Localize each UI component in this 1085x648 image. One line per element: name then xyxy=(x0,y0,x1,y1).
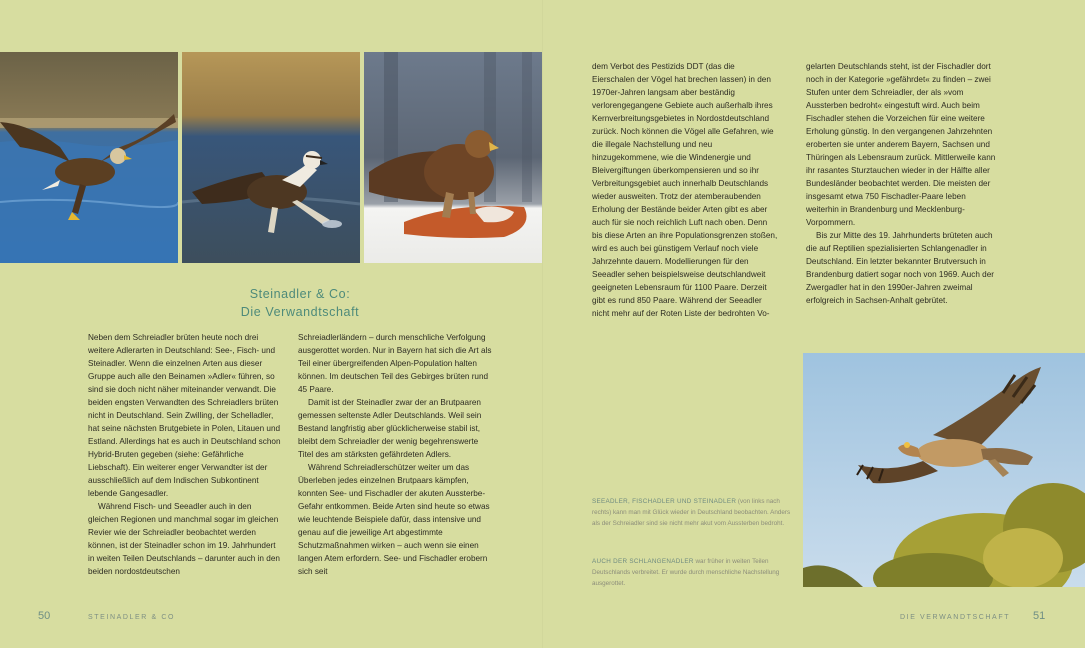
text-column-3 xyxy=(592,60,779,320)
paragraph: Damit ist der Steinadler zwar der an Brutpaaren gemessen seltenste Adler Deutschlands. Weil sein Bestand langfristig aber glücklicherweise stabil ist, bleibt dem Schreiadler der wenig begehrenswerte Titel des am stärksten gefährdeten Adlers. xyxy=(298,398,482,459)
photo-seeadler xyxy=(0,52,178,263)
text-column-4 xyxy=(806,60,996,307)
caption-lead: SEEADLER, FISCHADLER UND STEINADLER xyxy=(592,498,737,505)
section-title-line1: Steinadler & Co: xyxy=(249,287,351,301)
paragraph: Neben dem Schreiadler brüten heute noch drei weitere Adlerarten in Deutschland: See-, Fisch- und Steinadler. Wenn die einzelnen Arten aus dieser Gruppe auch alle den Beinamen »Adler« führen, so sind sie doch nicht näher miteinander verwandt. Die beiden engsten Verwandten des Schreiadlers brüten nicht in Deutschland. Sein Zwilling, der Schelladler, hat seine nächsten Brutgebiete in Polen, Litauen und Estland. Allerdings hat es auch in Deutschland schon Hybrid-Bruten gegeben (siehe: Gefährliche Liebschaft). Ein weiterer enger Verwandter ist der ausschließlich auf dem Indischen Subkontinent lebende Gangesadler. xyxy=(88,333,281,498)
section-title-line2: Die Verwandtschaft xyxy=(240,305,360,319)
page-number-left: 50 xyxy=(38,610,51,622)
paragraph: Während Schreiadlerschützer weiter um das Überleben jedes einzelnen Brutpaars kämpfen, konnten See- und Fischadler der akuten Aussterbe-Gefahr entkommen. Beide Arten sind heute so etwas wie leuchtende Beispiele dafür, dass intensive und genau auf die jeweilige Art abgestimmte Schutzmaßnahmen wirken – auch wenn sie einen langen Atem erfordern. See- und Fischadler erobern sich seit xyxy=(298,463,490,576)
book-gutter xyxy=(542,0,543,648)
photo-fischadler xyxy=(182,52,360,263)
photo-steinadler xyxy=(364,52,542,263)
text-column-1 xyxy=(88,331,282,578)
text-column-2 xyxy=(298,331,494,578)
photo-schlangenadler xyxy=(803,353,1085,587)
photo-caption-top-row xyxy=(592,497,792,529)
caption-text: (von links nach rechts) kann man mit Glück wieder in Deutschland beobachten. Anders als der Schreiadler sind sie nicht mehr akut vom Aussterben bedroht. xyxy=(592,498,791,527)
photo-caption-schlangenadler xyxy=(592,557,792,589)
caption-text: war früher in weiten Teilen Deutschlands verbreitet. Er wurde durch menschliche Nachstellung ausgerottet. xyxy=(592,558,780,587)
paragraph: gelarten Deutschlands steht, ist der Fischadler dort noch in der Kategorie »gefährdet« zu finden – zwei Stufen unter dem Schreiadler, der als »vom Aussterben bedroht« eingestuft wird. Auch beim Fischadler stehen die Vorzeichen für eine weitere Erholung günstig. In den vergangenen Jahrzehnten eroberten sie unter anderem Bayern, Sachsen und Thüringen als Lebensraum zurück. Mittlerweile kann ihr rasantes Sturztauchen wieder in der Hälfte aller Bundesländer beobachtet werden. Die meisten der insgesamt etwa 750 Fischadler-Paare leben weiterhin in Brandenburg und Mecklenburg-Vorpommern. xyxy=(806,62,996,227)
paragraph: Während Fisch- und Seeadler auch in den gleichen Regionen und manchmal sogar im gleichen Revier wie der Schreiadler beobachtet werden können, ist der Steinadler schon im 19. Jahrhundert in weiten Teilen Deutschlands – darunter auch in den beiden nordostdeutschen xyxy=(88,502,280,576)
paragraph: Schreiadlerländern – durch menschliche Verfolgung ausgerottet worden. Nur in Bayern hat sich die Art als Teil einer übergreifenden Alpen-Population halten können. Im deutschen Teil des Gebirges brüten rund 45 Paare. xyxy=(298,333,492,394)
paragraph: dem Verbot des Pestizids DDT (das die Eierschalen der Vögel hat brechen lassen) in den 1970er-Jahren langsam aber beständig verlorengegangene Gebiete auch außerhalb ihres Kernverbreitungsgebietes in Nordostdeutschland zurück. Noch können die Vögel alle Gefahren, wie die illegale Nachstellung und neu hinzugekommene, wie die Windenergie und Bleivergiftungen überkompensieren und so ihr Verbreitungsgebiet auch innerhalb Deutschlands wieder ausweiten. Trotz der atemberaubenden Erholung der Bestände beider Arten gibt es aber auch für sie noch reichlich Luft nach oben. Denn bis diese Arten an ihre Populationsgrenzen stoßen, wird es auch bei günstigem Verlauf noch viele Jahrzehnte dauern. Modellierungen für den Seeadler sehen beispielsweise deutschlandweit geeigneten Lebensraum für 1100 Paare. Derzeit gibt es rund 850 Paare. Während der Seeadler nicht mehr auf der Roten Liste der bedrohten Vo- xyxy=(592,62,778,318)
page-number-right: 51 xyxy=(1033,610,1046,622)
running-head-right: DIE VERWANDTSCHAFT xyxy=(900,614,1011,621)
caption-lead: AUCH DER SCHLANGENADLER xyxy=(592,558,694,565)
running-head-left: STEINADLER & CO xyxy=(88,614,176,621)
paragraph: Bis zur Mitte des 19. Jahrhunderts brüteten auch die auf Reptilien spezialisierten Schlangenadler in Deutschland. Ein letzter bekannter Brutversuch in Brandenburg datiert sogar noch von 1969. Auch der Zwergadler hat in den 1990er-Jahren zweimal erfolgreich in Sachsen-Anhalt gebrütet. xyxy=(806,231,994,305)
section-title xyxy=(200,285,400,321)
